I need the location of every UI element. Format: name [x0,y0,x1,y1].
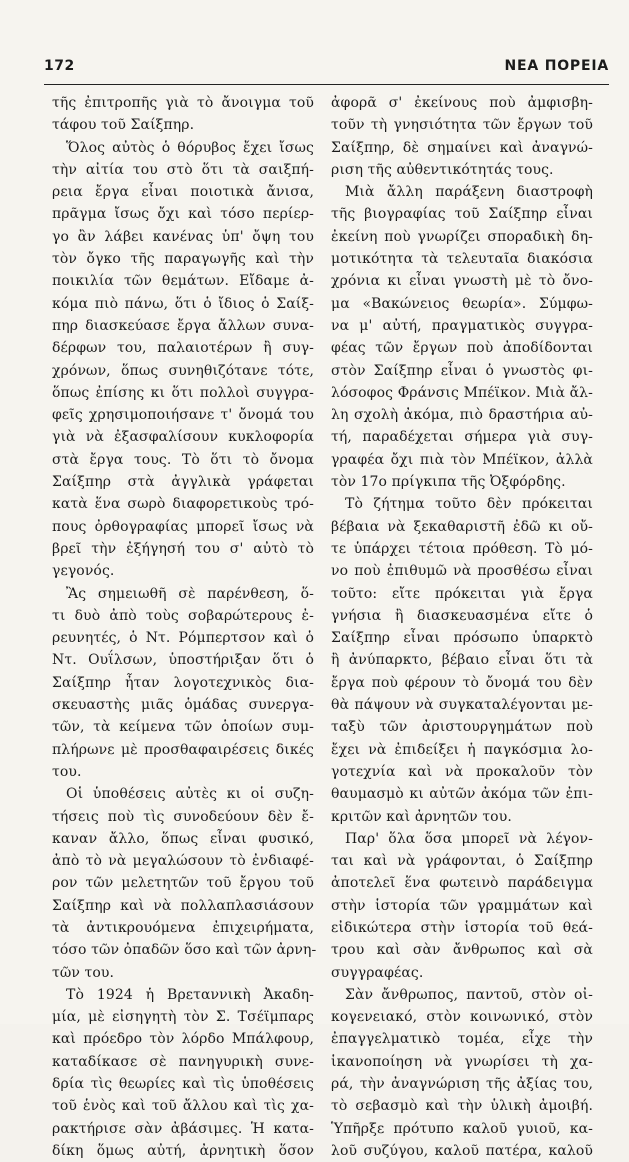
text-line: κριτῶν καὶ ἀρνητῶν του. [331,808,512,825]
text-line: Μιὰ ἄλλη παράξενη διαστροφὴ [345,184,593,201]
text-line: Ὅλος αὐτὸς ὁ θόρυβος ἔχει ἴσως [66,139,314,156]
text-line: να μ' αὐτή, πραγματικὸς συγγρα- [331,317,593,334]
text-line: Τὸ 1924 ἡ Βρεταννικὴ Ἀκαδη- [66,986,314,1003]
header-rule [44,84,609,85]
text-line: τὴν αἰτία του στὸ ὅτι τὰ σαιξπή- [52,161,314,178]
text-line: θαυμασμὸ κι αὐτῶν ἀκόμα τῶν ἐπι- [331,786,593,803]
text-line: λοῦ συζύγου, καλοῦ πατέρα, καλοῦ [331,1142,593,1159]
text-line: σκευαστὴς μιᾶς ὁμάδας συνεργα- [52,697,314,714]
text-line: μοτικότητα τὰ τελευταῖα διακόσια [331,251,593,268]
text-line: ποικιλία τῶν θεμάτων. Εἴδαμε ἀ- [52,273,314,290]
text-line: μα «Βακώνειος θεωρία». Σύμφω- [331,295,593,312]
text-line: τε ὑπάρχει τέτοια πρόθεση. Τὸ μό- [331,540,593,557]
text-line: βρεῖ τὴν ἐξήγησή του σ' αὐτὸ τὸ [52,540,314,557]
text-line: τι δυὸ ἀπὸ τοὺς σοβαρώτερους ἐ- [52,607,314,624]
text-line: εἰδικώτερα στὴν ἱστορία τοῦ θεά- [331,919,593,936]
text-line: Ἂς σημειωθῆ σὲ παρένθεση, ὅ- [66,585,314,602]
text-line: πους ὀρθογραφίας μπορεῖ ἴσως νὰ [52,518,314,535]
text-line: νο ποὺ ἐπιθυμῶ νὰ προσθέσω εἶναι [331,563,593,580]
text-line: στὴν ἱστορία τῶν γραμμάτων καὶ [331,897,593,914]
text-line: ταξὺ τῶν ἀριστουργημάτων ποὺ [331,719,593,736]
running-title: ΝΕΑ ΠΟΡΕΙΑ [504,58,609,74]
text-line: τήσεις ποὺ τὶς συνοδεύουν δὲν ἔ- [52,808,314,825]
text-line: τὸν ὄγκο τῆς παραγωγῆς καὶ τὴν [52,251,314,268]
text-line: ἀποτελεῖ ἕνα φωτεινὸ παράδειγμα [331,875,593,892]
text-line: βέβαια νὰ ξεκαθαριστῆ ἐδῶ κι οὔ- [331,518,593,535]
text-line: πλήρωνε μὲ προσθαφαιρέσεις δικές [52,741,314,758]
text-line: τῶν, τὰ κείμενα τῶν ὁποίων συμ- [52,719,314,736]
text-line: Σαίξπηρ καὶ νὰ πολλαπλασιάσουν [52,897,314,914]
text-line: στὰ ἔργα τους. Τὸ ὅτι τὸ ὄνομα [52,451,314,468]
text-line: κατὰ ἕνα σωρὸ διαφορετικοὺς τρό- [52,496,314,513]
text-line: ἱκανοποίηση νὰ γνωρίσει τὴ χα- [331,1053,593,1070]
text-line: Τὸ ζήτημα τοῦτο δὲν πρόκειται [345,496,593,513]
text-line: γοτεχνία καὶ νὰ προκαλοῦν τὸν [331,763,593,780]
page-number: 172 [44,58,75,74]
text-line: γραφέα ὄχι πιὰ τὸν Μπέϊκον, ἀλλὰ [331,451,593,468]
text-line: Σαίξπηρ εἶναι πρόσωπο ὑπαρκτὸ [331,630,593,647]
text-line: τοῦν τὴ γνησιότητα τῶν ἔργων τοῦ [331,117,593,134]
text-line: τάφου τοῦ Σαίξπηρ. [52,117,195,134]
text-line: λόσοφος Φράνσις Μπέϊκον. Μιὰ ἄλ- [331,384,593,401]
text-line: Σαίξπηρ, δὲ σημαίνει καὶ ἀναγνώ- [331,139,593,156]
text-line: ριση τῆς αὐθεντικότητάς τους. [331,161,554,178]
text-line: του. [52,763,82,780]
text-line: ὅπως ἐπίσης κι ὅτι πολλοὶ συγγρα- [52,384,314,401]
text-line: ἢ ἀνύπαρκτο, βέβαιο εἶναι ὅτι τὰ [331,652,593,669]
text-line: τῶν του. [52,964,115,981]
text-line: τοῦτο: εἴτε πρόκειται γιὰ ἔργα [331,585,593,602]
text-line: φέας τῶν ἔργων ποὺ ἀποδίδονται [331,340,593,357]
text-line: ται καὶ νὰ γράφονται, ὁ Σαίξπηρ [331,853,593,870]
text-line: πρᾶγμα ἴσως ὄχι καὶ τόσο περίερ- [52,206,314,223]
text-line: δρία τὶς θεωρίες καὶ τὶς ὑποθέσεις [52,1076,314,1093]
text-line: στὸν Σαίξπηρ εἶναι ὁ γνωστὸς φι- [331,362,593,379]
text-line: γεγονός. [52,563,115,580]
text-line: τὸ σεβασμὸ καὶ τὴν ὑλικὴ ἀμοιβή. [331,1098,593,1115]
text-line: ἀφορᾶ σ' ἐκείνους ποὺ ἀμφισβη- [331,95,593,111]
text-line: Σαίξπηρ στὰ ἀγγλικὰ γράφεται [52,474,314,491]
text-line: καὶ πρόεδρο τὸν λόρδο Μπάλφουρ, [52,1031,314,1048]
text-line: ἔχει νὰ ἐπιδείξει ἡ παγκόσμια λο- [331,741,593,758]
text-line: τή, παραδέχεται σήμερα γιὰ συγ- [331,429,593,446]
text-line: τὸν 17ο πρίγκιπα τῆς Ὀξφόρδης. [331,474,566,491]
right-column [331,92,593,1159]
text-line: τῆς ἐπιτροπῆς γιὰ τὸ ἄνοιγμα τοῦ [52,95,314,111]
text-line: φεῖς χρησιμοποιήσανε τ' ὄνομά του [52,407,314,424]
text-line: πηρ διασκεύασε ἔργα ἄλλων συνα- [52,317,314,334]
text-line: ρεια ἔργα εἶναι ποιοτικὰ ἄνισα, [52,184,314,201]
text-line: Ντ. Ουΐλσων, ὑποστήριξαν ὅτι ὁ [52,652,314,669]
text-line: ρά, τὴν ἀναγνώριση τῆς ἀξίας του, [331,1076,593,1093]
text-line: ρον τῶν μελετητῶν τοῦ ἔργου τοῦ [52,875,314,892]
text-line: χρόνια κι εἶναι γνωστὴ μὲ τὸ ὄνο- [331,273,593,290]
text-line: τὰ ἀντικρουόμενα ἐπιχειρήματα, [52,919,314,936]
left-column [52,92,317,1159]
text-line: κόμα πιὸ πάνω, ὅτι ὁ ἴδιος ὁ Σαίξ- [52,295,314,312]
text-line: γο ἂν λάβει κανένας ὑπ' ὄψη του [52,228,314,245]
text-line: καναν ἄλλο, ὅπως εἶναι φυσικό, [52,830,314,847]
text-line: μία, μὲ εἰσηγητὴ τὸν Σ. Τσέϊμπαρς [52,1009,314,1026]
text-line: χρόνων, ὅπως συνηθιζότανε τότε, [52,362,314,379]
text-line: δίκη ὅμως αὐτή, ἀρνητικὴ ὅσον [52,1142,314,1159]
text-line: λη σχολὴ ἀκόμα, πιὸ δραστήρια αὐ- [331,407,593,424]
text-line: δέρφων του, παλαιοτέρων ἢ συγ- [52,340,314,357]
text-line: ἐκείνη ποὺ γνωρίζει σποραδικὴ δη- [331,228,593,245]
text-line: τοῦ ἑνὸς καὶ τοῦ ἄλλου καὶ τὶς χα- [52,1098,314,1115]
text-line: ἐπαγγελματικὸ τομέα, εἶχε τὴν [331,1031,593,1048]
text-line: Παρ' ὅλα ὅσα μπορεῖ νὰ λέγον- [345,830,593,847]
text-line: ἀπὸ τὸ νὰ μεγαλώσουν τὸ ἐνδιαφέ- [52,853,314,870]
page-header [44,56,609,78]
text-line: συγγραφέας. [331,964,424,981]
text-line: ρακτήρισε σὰν ἀβάσιμες. Ἡ κατα- [52,1120,314,1137]
text-line: γνήσια ἢ διασκευασμένα εἴτε ὁ [331,607,593,624]
text-line: Σαίξπηρ ἦταν λογοτεχνικὸς δια- [52,674,314,691]
text-line: τρου καὶ σὰν ἄνθρωπος καὶ σὰ [331,942,593,959]
text-line: γιὰ νὰ ἐξασφαλίσουν κυκλοφορία [52,429,314,446]
text-line: Σὰν ἄνθρωπος, παντοῦ, στὸν οἰ- [345,986,593,1003]
text-line: ρευνητές, ὁ Ντ. Ρόμπερτσον καὶ ὁ [52,630,314,647]
text-line: κογενειακό, στὸν κοινωνικό, στὸν [331,1009,593,1026]
text-line: τῆς βιογραφίας τοῦ Σαίξπηρ εἶναι [331,206,593,223]
text-line: Οἱ ὑποθέσεις αὐτὲς κι οἱ συζη- [66,786,314,803]
text-line: Ὑπῆρξε πρότυπο καλοῦ γυιοῦ, κα- [331,1120,593,1137]
text-line: καταδίκασε σὲ πανηγυρικὴ συνε- [52,1053,314,1070]
text-line: θὰ πάψουν νὰ συγκαταλέγονται με- [331,697,593,714]
text-line: τόσο τῶν ὀπαδῶν ὅσο καὶ τῶν ἀρνη- [52,942,317,959]
text-line: ἔργα ποὺ φέρουν τὸ ὄνομά του δὲν [331,674,593,691]
